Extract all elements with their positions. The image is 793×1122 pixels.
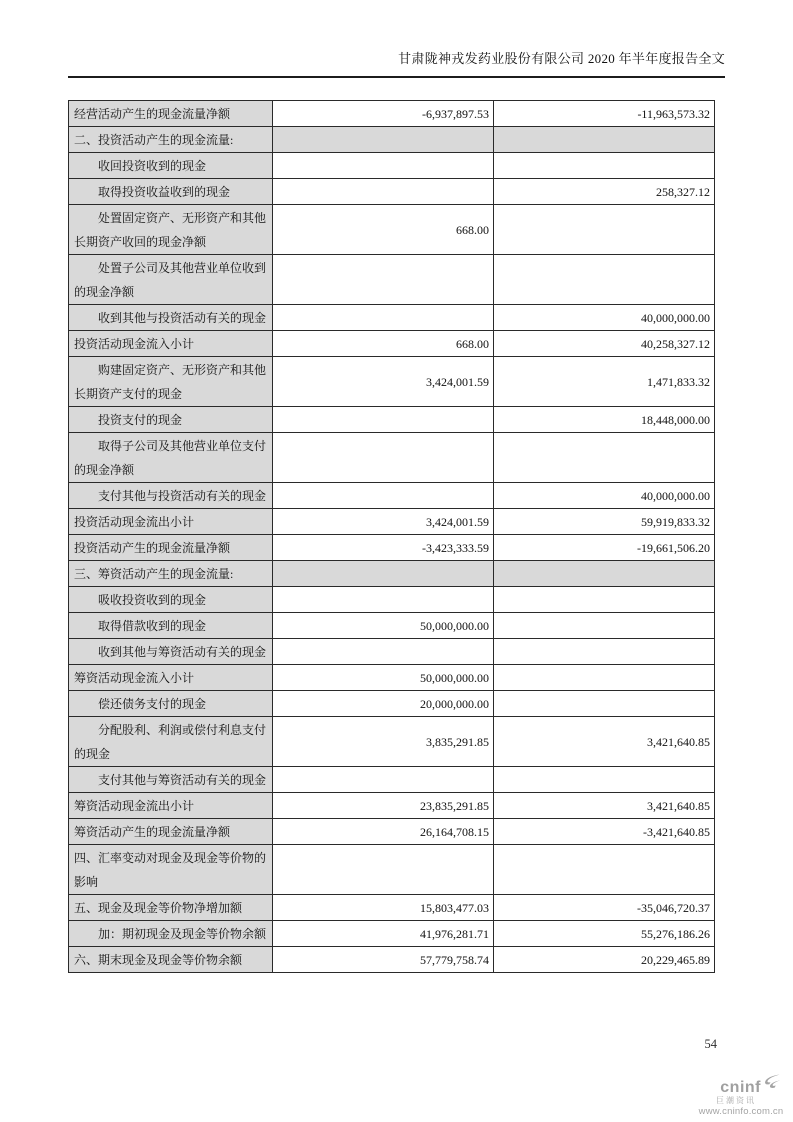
table-row: [69, 613, 715, 639]
table-row: [69, 101, 715, 127]
cninfo-logo-subtitle: 巨潮资讯: [716, 1096, 756, 1105]
table-row: [69, 895, 715, 921]
table-row: [69, 845, 715, 895]
row-current-period-value: 50,000,000.00: [273, 665, 494, 691]
row-current-period-value: 23,835,291.85: [273, 793, 494, 819]
row-item-label: 六、期末现金及现金等价物余额: [69, 947, 273, 973]
table-row: [69, 561, 715, 587]
row-current-period-value: -6,937,897.53: [273, 101, 494, 127]
row-item-label: 购建固定资产、无形资产和其他长期资产支付的现金: [69, 357, 273, 407]
row-item-label: 三、筹资活动产生的现金流量:: [69, 561, 273, 587]
row-prior-period-value: [494, 205, 715, 255]
row-item-label: 四、汇率变动对现金及现金等价物的影响: [69, 845, 273, 895]
row-item-label: 筹资活动现金流出小计: [69, 793, 273, 819]
row-item-label: 加：期初现金及现金等价物余额: [69, 921, 273, 947]
row-current-period-value: -3,423,333.59: [273, 535, 494, 561]
row-prior-period-value: 18,448,000.00: [494, 407, 715, 433]
row-current-period-value: [273, 179, 494, 205]
row-prior-period-value: -3,421,640.85: [494, 819, 715, 845]
row-prior-period-value: [494, 691, 715, 717]
row-prior-period-value: [494, 127, 715, 153]
row-prior-period-value: [494, 561, 715, 587]
row-current-period-value: 26,164,708.15: [273, 819, 494, 845]
row-item-label: 筹资活动现金流入小计: [69, 665, 273, 691]
row-current-period-value: [273, 153, 494, 179]
row-current-period-value: [273, 767, 494, 793]
row-item-label: 投资活动现金流入小计: [69, 331, 273, 357]
row-prior-period-value: [494, 433, 715, 483]
row-prior-period-value: 59,919,833.32: [494, 509, 715, 535]
row-item-label: 处置固定资产、无形资产和其他长期资产收回的现金净额: [69, 205, 273, 255]
table-row: [69, 947, 715, 973]
cninfo-swirl-icon: [762, 1074, 781, 1096]
row-item-label: 收到其他与筹资活动有关的现金: [69, 639, 273, 665]
row-item-label: 经营活动产生的现金流量净额: [69, 101, 273, 127]
row-prior-period-value: [494, 845, 715, 895]
row-item-label: 取得投资收益收到的现金: [69, 179, 273, 205]
row-item-label: 筹资活动产生的现金流量净额: [69, 819, 273, 845]
row-prior-period-value: 40,000,000.00: [494, 483, 715, 509]
row-prior-period-value: 20,229,465.89: [494, 947, 715, 973]
row-current-period-value: [273, 561, 494, 587]
row-item-label: 取得借款收到的现金: [69, 613, 273, 639]
table-row: [69, 717, 715, 767]
row-prior-period-value: -35,046,720.37: [494, 895, 715, 921]
table-row: [69, 305, 715, 331]
row-current-period-value: 3,424,001.59: [273, 509, 494, 535]
table-row: [69, 767, 715, 793]
table-row: [69, 153, 715, 179]
row-prior-period-value: [494, 613, 715, 639]
row-prior-period-value: 55,276,186.26: [494, 921, 715, 947]
row-current-period-value: 57,779,758.74: [273, 947, 494, 973]
row-item-label: 收到其他与投资活动有关的现金: [69, 305, 273, 331]
table-row: [69, 691, 715, 717]
row-prior-period-value: 3,421,640.85: [494, 717, 715, 767]
row-item-label: 处置子公司及其他营业单位收到的现金净额: [69, 255, 273, 305]
table-row: [69, 639, 715, 665]
row-item-label: 收回投资收到的现金: [69, 153, 273, 179]
row-item-label: 投资活动产生的现金流量净额: [69, 535, 273, 561]
row-item-label: 五、现金及现金等价物净增加额: [69, 895, 273, 921]
row-prior-period-value: [494, 639, 715, 665]
table-row: [69, 331, 715, 357]
row-prior-period-value: 40,000,000.00: [494, 305, 715, 331]
row-item-label: 分配股利、利润或偿付利息支付的现金: [69, 717, 273, 767]
cninfo-brand-line: [693, 1074, 789, 1096]
table-row: [69, 535, 715, 561]
row-item-label: 投资支付的现金: [69, 407, 273, 433]
row-current-period-value: 20,000,000.00: [273, 691, 494, 717]
table-row: [69, 483, 715, 509]
table-row: [69, 819, 715, 845]
table-row: [69, 665, 715, 691]
row-prior-period-value: [494, 767, 715, 793]
row-item-label: 投资活动现金流出小计: [69, 509, 273, 535]
row-prior-period-value: 1,471,833.32: [494, 357, 715, 407]
row-current-period-value: [273, 587, 494, 613]
table-row: [69, 179, 715, 205]
table-row: [69, 509, 715, 535]
row-current-period-value: [273, 407, 494, 433]
cninfo-logo-text: cninf: [720, 1079, 761, 1096]
table-row: [69, 407, 715, 433]
row-current-period-value: 15,803,477.03: [273, 895, 494, 921]
table-row: [69, 587, 715, 613]
row-item-label: 支付其他与筹资活动有关的现金: [69, 767, 273, 793]
row-prior-period-value: [494, 255, 715, 305]
table-row: [69, 205, 715, 255]
table-row: [69, 433, 715, 483]
row-item-label: 取得子公司及其他营业单位支付的现金净额: [69, 433, 273, 483]
row-prior-period-value: -19,661,506.20: [494, 535, 715, 561]
row-item-label: 二、投资活动产生的现金流量:: [69, 127, 273, 153]
row-current-period-value: [273, 433, 494, 483]
row-current-period-value: 3,424,001.59: [273, 357, 494, 407]
row-prior-period-value: [494, 665, 715, 691]
row-item-label: 偿还债务支付的现金: [69, 691, 273, 717]
page-number: 54: [704, 1037, 717, 1051]
row-current-period-value: 668.00: [273, 331, 494, 357]
row-current-period-value: 3,835,291.85: [273, 717, 494, 767]
table-row: [69, 357, 715, 407]
cash-flow-table-container: [68, 100, 715, 973]
row-current-period-value: [273, 255, 494, 305]
cash-flow-table: [68, 100, 715, 973]
row-current-period-value: [273, 127, 494, 153]
row-prior-period-value: -11,963,573.32: [494, 101, 715, 127]
row-item-label: 吸收投资收到的现金: [69, 587, 273, 613]
row-prior-period-value: 40,258,327.12: [494, 331, 715, 357]
row-current-period-value: [273, 305, 494, 331]
row-current-period-value: [273, 845, 494, 895]
row-current-period-value: [273, 483, 494, 509]
row-prior-period-value: 258,327.12: [494, 179, 715, 205]
report-header-title: 甘肃陇神戎发药业股份有限公司 2020 年半年度报告全文: [68, 48, 725, 78]
cninfo-logo: [693, 1074, 789, 1118]
row-prior-period-value: [494, 587, 715, 613]
table-row: [69, 921, 715, 947]
row-current-period-value: 50,000,000.00: [273, 613, 494, 639]
row-item-label: 支付其他与投资活动有关的现金: [69, 483, 273, 509]
row-current-period-value: [273, 639, 494, 665]
table-row: [69, 793, 715, 819]
row-prior-period-value: 3,421,640.85: [494, 793, 715, 819]
row-prior-period-value: [494, 153, 715, 179]
row-current-period-value: 41,976,281.71: [273, 921, 494, 947]
table-row: [69, 127, 715, 153]
table-row: [69, 255, 715, 305]
cninfo-logo-url: www.cninfo.com.cn: [698, 1106, 784, 1117]
row-current-period-value: 668.00: [273, 205, 494, 255]
